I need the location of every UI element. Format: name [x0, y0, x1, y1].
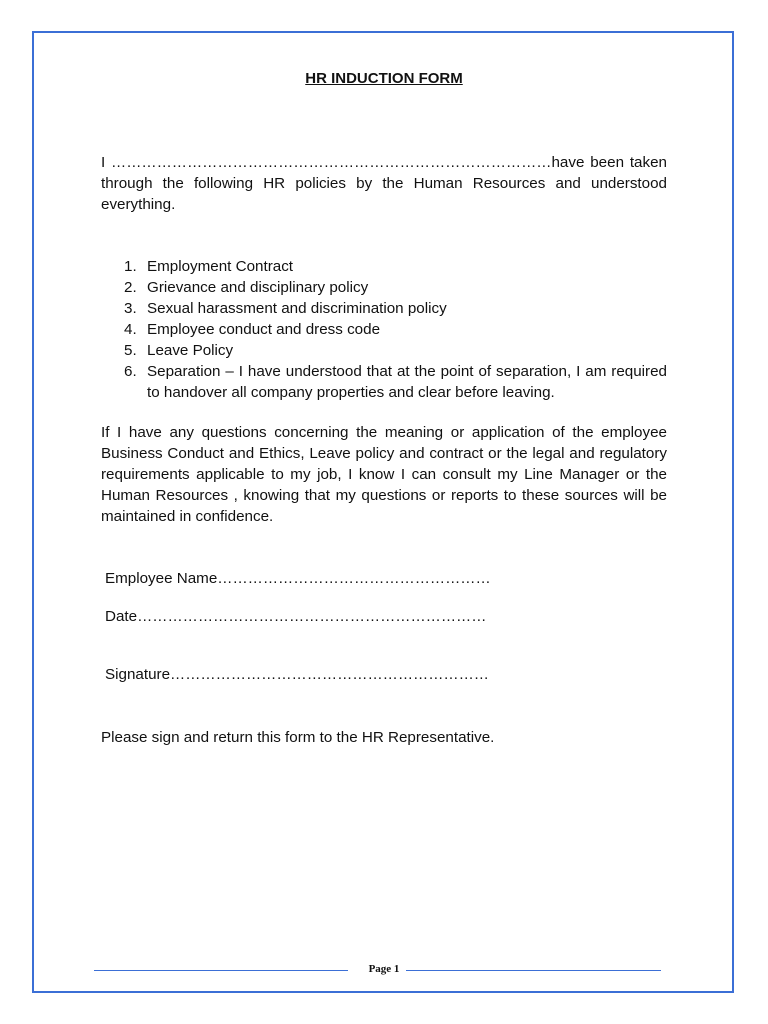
employee-name-field[interactable]: Employee Name………………………………………………	[105, 570, 491, 587]
policy-list	[101, 256, 667, 403]
date-field[interactable]: Date……………………………………………………………	[105, 608, 487, 625]
list-item-text: Separation – I have understood that at the point of separation, I am required to handover all company properties and clear before leaving.	[147, 363, 667, 401]
list-item-text: Leave Policy	[147, 342, 234, 359]
list-item-text: Grievance and disciplinary policy	[147, 279, 369, 296]
closing-instruction: Please sign and return this form to the HR Representative.	[101, 729, 495, 746]
list-item	[101, 361, 667, 403]
form-title: HR INDUCTION FORM	[305, 70, 463, 87]
list-item	[101, 277, 667, 298]
list-item-number: 4.	[124, 321, 137, 338]
page-number: Page 1	[368, 963, 400, 975]
list-item	[101, 256, 667, 277]
intro-paragraph: I ……………………………………………………………………………have been taken through the following HR policies by the Human Resources and understood everything.	[101, 154, 667, 213]
list-item	[101, 340, 667, 361]
list-item-number: 5.	[124, 342, 137, 359]
list-item	[101, 298, 667, 319]
list-item-text: Employment Contract	[147, 258, 294, 275]
questions-paragraph: If I have any questions concerning the meaning or application of the employee Business Conduct and Ethics, Leave policy and contract or the legal and regulatory requirements applicable to my job, I know I can consult my Line Manager or the Human Resources , knowing that my questions or reports to these sources will be maintained in confidence.	[101, 424, 667, 525]
list-item-number: 6.	[124, 363, 137, 380]
list-item-text: Sexual harassment and discrimination policy	[147, 300, 447, 317]
list-item-number: 1.	[124, 258, 137, 275]
list-item-text: Employee conduct and dress code	[147, 321, 381, 338]
list-item-number: 2.	[124, 279, 137, 296]
list-item-number: 3.	[124, 300, 137, 317]
signature-field[interactable]: Signature………………………………………………………	[105, 666, 489, 683]
list-item	[101, 319, 667, 340]
